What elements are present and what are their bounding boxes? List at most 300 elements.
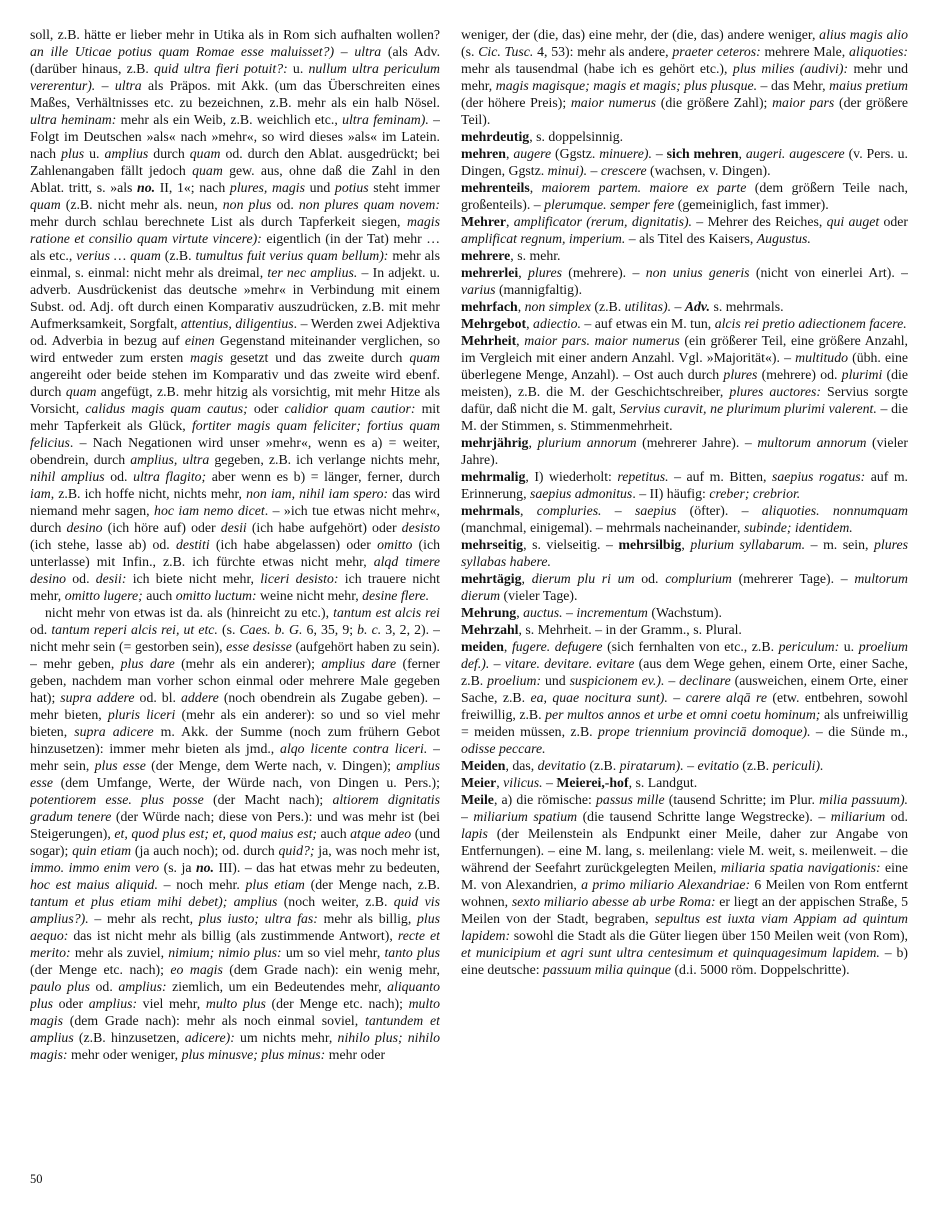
latin-italic: suspicionem ev.). (569, 673, 665, 688)
entry-meiden-das (461, 757, 908, 774)
latin-italic: quid vis amplius?). (30, 894, 440, 926)
plain-text: (der Macht nach); (203, 792, 333, 807)
plain-text: mehr durch schlau berechnete List als durch Tapferkeit siegen, (30, 214, 408, 229)
headword: mehrsilbig (618, 537, 682, 552)
plain-text: (z.B. nicht mehr als. neun, (60, 197, 223, 212)
latin-italic: multo magis (30, 996, 440, 1028)
entry-mehrmals (461, 502, 908, 536)
plain-text: – (664, 673, 680, 688)
plain-text: od. (89, 979, 119, 994)
latin-italic: ea, quae nocitura sunt). (530, 690, 668, 705)
plain-text: , z.B. ich hoffe nicht, nichts mehr, (50, 486, 247, 501)
plain-text: mehr und mehr, (461, 61, 908, 93)
latin-italic: utilitas). (624, 299, 672, 314)
plain-text: (die meisten), z.B. die M. der Geschichtschreiber, (461, 367, 908, 399)
plain-text: , s. Mehrheit. – in der Gramm., s. Plural. (518, 622, 742, 637)
latin-italic: liceri desisto: (260, 571, 339, 586)
plain-text: – noch mehr. (157, 877, 246, 892)
plain-text: und (541, 673, 570, 688)
plain-text: mehr als billig, (317, 911, 417, 926)
headword: mehrmals (461, 503, 521, 518)
plain-text: (mannigfaltig). (495, 282, 583, 297)
latin-italic: amplius: (118, 979, 167, 994)
plain-text: als Präpos. mit Akk. (um das Überschreiten eines Maßes, Verhältnisses etc. zu bezeichnen, z.B. mehr als ein halb Nösel. (30, 78, 440, 110)
latin-italic: saepius admonitus (529, 486, 633, 501)
plain-text: (als Adv. (darüber hinaus, z.B. (30, 44, 440, 76)
plain-text: 4, 53): mehr als andere, (533, 44, 673, 59)
latin-italic: nihilo plus; nihilo magis: (30, 1030, 440, 1062)
plain-text: weniger, der (die, das) eine mehr, der (die, das) andere weniger, (461, 27, 820, 42)
plain-text: – (671, 299, 685, 314)
latin-italic: plus minusve; plus minus: (181, 1047, 326, 1062)
entry-mehrheit (461, 332, 908, 434)
plain-text: als unfreiwillig = meiden müssen, z.B. (461, 707, 908, 739)
latin-italic: amplius dare (321, 656, 397, 671)
plain-text: , a) die römische: (493, 792, 597, 807)
plain-text: 6, 35, 9; (302, 622, 358, 637)
plain-text: (tausend Schritte; im Plur. (664, 792, 820, 807)
plain-text: (manchmal, einigemal). – mehrmals nacheinander, (461, 520, 744, 535)
plain-text: 3, 2, 2). – nicht mehr sein (= gestorben sein), (30, 622, 440, 654)
plain-text: m. Akk. der Summe (noch zum frühern Gebot hinzusetzen): immer mehr bieten als jmd., (30, 724, 440, 756)
plain-text: – auf etwas ein M. tun, (580, 316, 715, 331)
entry-meier (461, 774, 908, 791)
latin-italic: praeter ceteros: (672, 44, 761, 59)
entry-mehr-paragraph-2 (30, 604, 440, 1063)
latin-italic: plus (61, 146, 85, 161)
plain-text: (der Menge, dem Werte nach, v. Dingen); (145, 758, 397, 773)
plain-text: (s. (461, 44, 479, 59)
latin-italic: et, quod plus est; et, quod maius est; (114, 826, 317, 841)
plain-text: angefügt, z.B. mehr hitzig als vorsichtig, mit mehr Hitze als Vorsicht, (30, 384, 440, 416)
plain-text: (dem Grade nach): ein wenig mehr, (222, 962, 440, 977)
latin-italic: plurimi (841, 367, 883, 382)
latin-italic: Augustus. (756, 231, 811, 246)
plain-text: , s. vielseitig. – (523, 537, 619, 552)
latin-italic: non simplex (524, 299, 591, 314)
plain-text: (ich habe aufgehört) oder (246, 520, 402, 535)
plain-text: – mehr sein, (30, 741, 440, 773)
plain-text: (ich höre auf) oder (102, 520, 221, 535)
latin-italic: esse desisse (226, 639, 292, 654)
plain-text: (s. (217, 622, 240, 637)
latin-italic: plus iusto; ultra fas: (198, 911, 318, 926)
entry-mehrerlei (461, 264, 908, 298)
latin-italic: varius (461, 282, 496, 297)
plain-text: (s. ja (159, 860, 196, 875)
latin-italic: maior pars (772, 95, 835, 110)
latin-italic: quam (30, 197, 61, 212)
plain-text: steht immer (368, 180, 440, 195)
latin-italic: proelium def.). (461, 639, 908, 671)
plain-text: od. (66, 571, 96, 586)
plain-text: , (529, 180, 542, 195)
latin-italic: fugere. defugere (511, 639, 603, 654)
plain-text: (etw. entbehren, sowohl freiwillig, z.B. (461, 690, 908, 722)
plain-text: viel mehr, (137, 996, 206, 1011)
latin-italic: maius pretium (829, 78, 908, 93)
latin-italic: maior pars. maior numerus (524, 333, 680, 348)
plain-text: . – II) häufig: (632, 486, 710, 501)
plain-text: , s. Landgut. (628, 775, 698, 790)
latin-italic: aliquoties: (849, 44, 908, 59)
plain-text: . – »ich tue etwas nicht mehr«, durch (30, 503, 440, 535)
latin-italic: quam (189, 146, 221, 161)
plain-text: (übh. eine überlegene Menge, Anzahl). – Ost auch durch (461, 350, 908, 382)
latin-italic: eo magis (170, 962, 223, 977)
latin-italic: aliquoties. nonnumquam (761, 503, 908, 518)
latin-italic: desii: (95, 571, 127, 586)
latin-italic: multorum annorum (757, 435, 867, 450)
plain-text: – das Mehr, (757, 78, 830, 93)
plain-text: u. (287, 61, 309, 76)
latin-italic: amplius esse (30, 758, 440, 790)
plain-text: mehr als zuviel, (70, 945, 169, 960)
plain-text: (der Würde nach; diese von Pers.): und was mehr ist (bei Steigerungen), (30, 809, 440, 841)
plain-text: (der Meilenstein als Endpunkt einer Meile, daher zur Angabe von Entfernungen). – eine M. lang, s. meilenlang: viele M. weit, s. meilenweit. – die während der Seefahrt zurückgelegten Meilen, (461, 826, 908, 875)
latin-italic: augere (513, 146, 552, 161)
latin-italic: ter nec amplius. (267, 265, 358, 280)
plain-text: (ferner geben, nachdem man vorher schon einmal oder mehrere Male gegeben hat); (30, 656, 440, 705)
plain-text: (z.B. (585, 758, 620, 773)
latin-italic: paulo plus (30, 979, 90, 994)
latin-italic: multo plus (205, 996, 266, 1011)
latin-italic: ultra (354, 44, 382, 59)
latin-italic: aliquanto plus (30, 979, 440, 1011)
latin-italic: passus mille (596, 792, 665, 807)
plain-text: das wird niemand mehr sagen, (30, 486, 440, 518)
entry-mehrer (461, 213, 908, 247)
plain-text: eigentlich (in der Tat) mehr … als etc., (30, 231, 440, 263)
headword: mehrerlei (461, 265, 519, 280)
plain-text: um so viel mehr, (281, 945, 385, 960)
latin-italic: amplius: (88, 996, 138, 1011)
plain-text: – (651, 146, 667, 161)
plain-text: , (505, 214, 514, 229)
latin-italic: odisse peccare. (461, 741, 546, 756)
plain-text: – die M. der Stimmen, s. Stimmenmehrheit. (461, 401, 908, 433)
plain-text: (öfter). – (676, 503, 762, 518)
latin-italic: Servius curavit, ne plurimum plurimi valerent. (619, 401, 877, 416)
left-column (30, 26, 440, 1174)
latin-italic: passuum milia quinque (542, 962, 671, 977)
plain-text: (aus dem Wege gehen, einem Orte, einer Sache, z.B. (461, 656, 908, 688)
plain-text: mehr oder (325, 1047, 386, 1062)
latin-italic: repetitus. (617, 469, 669, 484)
plain-text: das ist nicht mehr als billig (als zustimmende Antwort), (68, 928, 398, 943)
plain-text: (ich stehe, lasse ab) od. (30, 537, 176, 552)
headword: mehrseitig (461, 537, 524, 552)
plain-text: (sich fernhalten von etc., z.B. (602, 639, 779, 654)
plain-text: (vieler Tage). (500, 588, 578, 603)
latin-italic: non plus (222, 197, 272, 212)
latin-italic: per multos annos et urbe et omni coetu hominum; (545, 707, 821, 722)
latin-italic: an ille Uticae potius quam Romae esse maluisset?) (30, 44, 335, 59)
plain-text: (ja auch noch); od. durch (131, 843, 279, 858)
latin-italic: multitudo (795, 350, 848, 365)
latin-italic: magis ratione et consilio quam virtute vincere): (30, 214, 440, 246)
plain-text: (vieler Jahre). (461, 435, 908, 467)
latin-italic: supra adicere (74, 724, 154, 739)
latin-italic: amplius (104, 146, 149, 161)
plain-text: od. bl. (134, 690, 181, 705)
latin-italic: periculi). (772, 758, 824, 773)
latin-italic: potius (334, 180, 369, 195)
latin-italic: destiti (175, 537, 210, 552)
plain-text: mehr als ein Weib, z.B. weichlich etc., (116, 112, 343, 127)
latin-italic: desisto (401, 520, 440, 535)
headword: mehrtägig (461, 571, 522, 586)
entry-mehrere (461, 247, 908, 264)
plain-text: 6 Meilen von Rom entfernt wohnen, (461, 877, 908, 909)
latin-italic: amplius, ultra (130, 452, 210, 467)
latin-italic: declinare (679, 673, 731, 688)
plain-text: (die größere Zahl); (656, 95, 773, 110)
plain-text: durch (148, 146, 190, 161)
latin-italic: tantum et plus etiam mihi debet); amplius (30, 894, 278, 909)
latin-italic: plus esse (94, 758, 146, 773)
latin-italic: atque adeo (350, 826, 412, 841)
plain-text: od. durch den Ablat. ausgedrückt; bei Zahlenangaben fällt jedoch (30, 146, 440, 178)
latin-italic: devitatio (537, 758, 586, 773)
plain-text: (mehr als ein anderer); (174, 656, 322, 671)
plain-text: – m. sein, (805, 537, 875, 552)
plain-text: (z.B. hinzusetzen, (73, 1030, 185, 1045)
latin-italic: iam (30, 486, 51, 501)
plain-text: (mehrere) od. (757, 367, 842, 382)
plain-text: , (521, 571, 532, 586)
plain-text: , (516, 605, 524, 620)
plain-text: , (518, 265, 528, 280)
plain-text: (der Menge nach, z.B. (304, 877, 440, 892)
latin-italic: fortiter magis quam feliciter; fortius quam felicius (30, 418, 440, 450)
plain-text: u. (839, 639, 859, 654)
entry-mehrgebot (461, 315, 908, 332)
plain-text: auf m. Erinnerung, (461, 469, 908, 501)
plain-text: (dem Umfange, Werte, der Würde nach, von Dingen u. Pers.); (53, 775, 440, 790)
plain-text: (mehr als ein anderer): so und so viel mehr bieten, (30, 707, 440, 739)
plain-text: od. (885, 809, 908, 824)
latin-italic: adicere): (184, 1030, 235, 1045)
latin-italic: desii (220, 520, 247, 535)
latin-italic: b. c. (357, 622, 382, 637)
latin-italic: amplificat regnum, imperium. (461, 231, 626, 246)
entry-mehr-continuation (30, 26, 440, 604)
plain-text: (der Menge etc. nach); (265, 996, 409, 1011)
latin-italic: lapis (461, 826, 488, 841)
plain-text: und (304, 180, 335, 195)
latin-italic: desine flere. (362, 588, 430, 603)
headword: mehrdeutig (461, 129, 530, 144)
latin-italic: ultra flagito; (133, 469, 207, 484)
plain-text: – als Titel des Kaisers, (625, 231, 757, 246)
bold-italic-ref: Adv. (684, 299, 710, 314)
latin-italic: tumultus fuit verius quam bellum): (195, 248, 389, 263)
latin-italic: saepius rogatus: (772, 469, 866, 484)
plain-text: (ein größerer Teil, eine größere Anzahl, im Vergleich mit einer andern Anzahl. Vgl. »Majorität«). – (461, 333, 908, 365)
entry-mehrdeutig (461, 128, 908, 145)
plain-text: – mehr als recht, (88, 911, 199, 926)
latin-italic: Cic. Tusc. (478, 44, 534, 59)
latin-italic: supra addere (60, 690, 135, 705)
latin-italic: dierum plu ri um (531, 571, 635, 586)
latin-italic: attentius, diligentius (180, 316, 294, 331)
latin-italic: pluris liceri (107, 707, 176, 722)
bold-italic-ref: no. (137, 180, 156, 195)
headword: Mehrheit (461, 333, 517, 348)
latin-italic: subinde; identidem. (743, 520, 853, 535)
plain-text: (z.B. (590, 299, 625, 314)
latin-italic: plerumque. semper fere (544, 197, 675, 212)
latin-italic: plures (527, 265, 562, 280)
plain-text: mehrere Male, (760, 44, 849, 59)
headword: Mehrung (461, 605, 517, 620)
plain-text: (mehrerer Tage). – (731, 571, 855, 586)
plain-text: angereiht oder beide stehen im Komparativ und das zweite wird ebenf. durch (30, 367, 440, 399)
latin-italic: maiorem partem. maiore ex parte (541, 180, 747, 195)
latin-italic: plus aequo: (30, 911, 440, 943)
plain-text: – (667, 690, 686, 705)
latin-italic: plures syllabas habere. (461, 537, 908, 569)
plain-text: – (334, 44, 355, 59)
headword: Meierei,-hof (556, 775, 629, 790)
latin-italic: a primo miliario Alexandriae: (581, 877, 751, 892)
plain-text: gew. aus, ohne daß die Zahl in den Ablat. tritt, s. »als (30, 163, 440, 195)
latin-italic: qui auget (826, 214, 880, 229)
entry-mehren (461, 145, 908, 179)
entry-mehrung (461, 604, 908, 621)
plain-text: u. (84, 146, 105, 161)
plain-text: – (489, 656, 505, 671)
latin-italic: alcis rei pretio adiectionem facere. (714, 316, 907, 331)
latin-italic: vilicus. (503, 775, 543, 790)
latin-italic: magis magisque; magis et magis; plus plusque. (495, 78, 758, 93)
page-number: 50 (30, 1172, 43, 1186)
latin-italic: omitto luctum: (175, 588, 257, 603)
latin-italic: quam (65, 384, 97, 399)
plain-text: (Wachstum). (647, 605, 722, 620)
plain-text: (ausweichen, einem Orte, einer Sache, z.B. (461, 673, 908, 705)
latin-italic: nihil amplius (30, 469, 105, 484)
plain-text: gesetzt und das zweite durch (223, 350, 410, 365)
bold-italic-ref: no. (195, 860, 214, 875)
headword: Mehrer (461, 214, 506, 229)
plain-text: , (496, 775, 504, 790)
plain-text: – (95, 78, 115, 93)
plain-text: , (517, 299, 525, 314)
latin-italic: ultra feminam). (342, 112, 429, 127)
plain-text: (nicht von einerlei Art). – (749, 265, 908, 280)
plain-text: um nichts mehr, (234, 1030, 338, 1045)
plain-text: ziemlich, um ein Bedeutendes mehr, (166, 979, 388, 994)
plain-text: oder (247, 401, 285, 416)
latin-italic: amplificator (rerum, dignitatis). (513, 214, 692, 229)
latin-italic: addere (181, 690, 219, 705)
plain-text: – die Sünde m., (810, 724, 908, 739)
plain-text: auch (317, 826, 351, 841)
headword: mehren (461, 146, 506, 161)
plain-text: (wachsen, v. Dingen). (646, 163, 771, 178)
plain-text: (ich unterlasse) mit Infin., z.B. ich fürchte etwas nicht mehr, (30, 537, 440, 569)
plain-text: – (683, 758, 698, 773)
plain-text: II, 1«; nach (155, 180, 230, 195)
latin-italic: verius … quam (76, 248, 161, 263)
latin-italic: auctus. – incrementum (523, 605, 648, 620)
plain-text: sowohl die Stadt als die Güter liegen über 150 Meilen weit (von Rom), (510, 928, 908, 943)
latin-italic: creber; crebrior. (709, 486, 801, 501)
plain-text: soll, z.B. hätte er lieber mehr in Utika als in Rom sich aufhalten wollen? (30, 27, 440, 42)
plain-text: (noch weiter, z.B. (277, 894, 394, 909)
latin-italic: plurium annorum (537, 435, 637, 450)
entry-meiden (461, 638, 908, 757)
latin-italic: minui). (547, 163, 588, 178)
plain-text: (mehrerer Jahre). – (636, 435, 758, 450)
plain-text: mehr als einmal, s. einmal: nicht mehr als dreimal, (30, 248, 440, 280)
plain-text: (Ggstz. (551, 146, 600, 161)
plain-text: (dem größern Teile nach, großenteils). – (461, 180, 908, 212)
headword: Meiden (461, 758, 506, 773)
latin-italic: crescere (600, 163, 647, 178)
plain-text: od. (634, 571, 666, 586)
latin-italic: evitatio (697, 758, 739, 773)
plain-text: eine M. von Alexandrien, (461, 860, 908, 892)
latin-italic: hoc est maius aliquid. (30, 877, 158, 892)
latin-italic: magis (190, 350, 224, 365)
headword: Mehrzahl (461, 622, 519, 637)
latin-italic: non plures quam novem: (298, 197, 440, 212)
headword: meiden (461, 639, 504, 654)
plain-text: od. (30, 622, 52, 637)
plain-text: (v. Pers. u. Dingen, Ggstz. (461, 146, 908, 178)
plain-text: III). – das hat etwas mehr zu bedeuten, (214, 860, 440, 875)
plain-text: Gegenstand miteinander verglichen, so wird entweder zum ersten (30, 333, 440, 365)
plain-text: mehr oder weniger, (67, 1047, 182, 1062)
latin-italic: augeri. augescere (745, 146, 845, 161)
plain-text: aber wenn es b) = länger, ferner, durch (206, 469, 440, 484)
plain-text: od. (271, 197, 299, 212)
plain-text: oder (53, 996, 89, 1011)
headword: mehrjährig (461, 435, 529, 450)
latin-italic: minuere). (599, 146, 652, 161)
entry-mehr-continuation-right (461, 26, 908, 128)
latin-italic: alqo licente contra liceri. (280, 741, 428, 756)
latin-italic: complurium (665, 571, 732, 586)
plain-text: (z.B. (738, 758, 773, 773)
latin-italic: potentiorem esse. plus posse (30, 792, 204, 807)
latin-italic: immo. immo enim vero (30, 860, 160, 875)
plain-text: – (587, 163, 601, 178)
latin-italic: altiorem dignitatis gradum tenere (30, 792, 440, 824)
plain-text: , (526, 316, 534, 331)
latin-italic: quid ultra fieri potuit?: (154, 61, 288, 76)
plain-text: , (505, 146, 514, 161)
headword: Meier (461, 775, 497, 790)
latin-italic: desino (66, 520, 103, 535)
latin-italic: calidior quam cautior: (284, 401, 416, 416)
latin-italic: calidus magis quam cautus; (85, 401, 248, 416)
plain-text: , s. mehr. (510, 248, 561, 263)
text-columns (30, 26, 908, 1174)
plain-text: (ich habe abgelassen) oder (209, 537, 378, 552)
latin-italic: alius magis alio (819, 27, 908, 42)
latin-italic: vitare. devitare. evitare (504, 656, 635, 671)
latin-italic: omitto (377, 537, 413, 552)
latin-italic: miliarium (830, 809, 886, 824)
plain-text: – auf m. Bitten, (668, 469, 773, 484)
plain-text: . – Werden zwei Adjektiva od. Adverbia in bezug auf (30, 316, 440, 348)
plain-text: , (520, 503, 537, 518)
entry-mehrtaegig (461, 570, 908, 604)
